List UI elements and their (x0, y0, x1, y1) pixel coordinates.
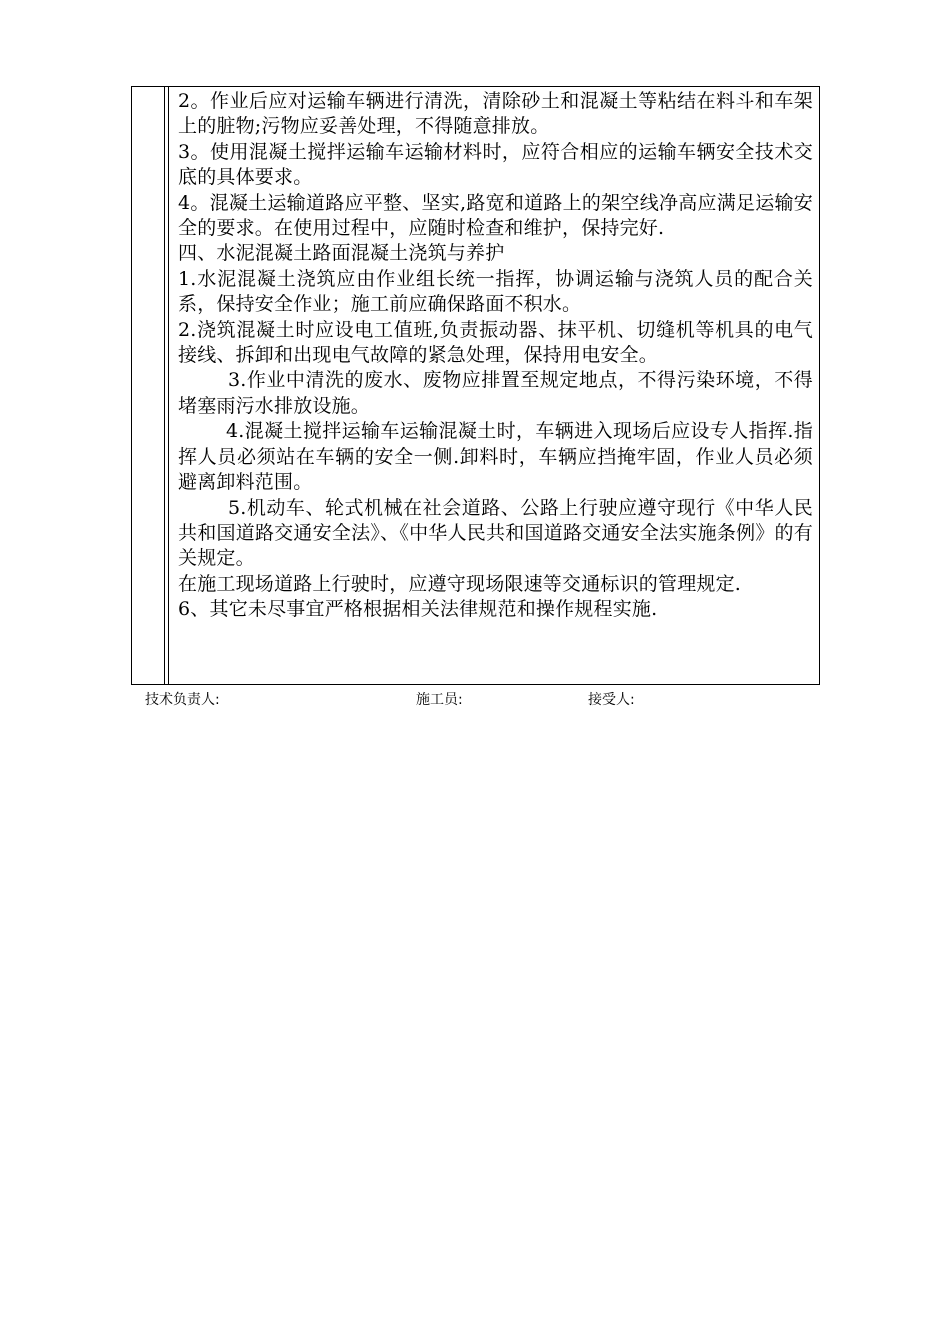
receiver-signature-label: 接受人: (588, 692, 635, 708)
disclosure-table (131, 86, 820, 685)
paragraph-pouring-command: 1.水泥混凝土浇筑应由作业组长统一指挥，协调运输与浇筑人员的配合关系，保持安全作业；施工前应确保路面不积水。 (178, 267, 813, 316)
paragraph-other-matters: 6、其它未尽事宜严格根据相关法律规范和操作规程实施. (178, 598, 658, 621)
signature-row (0, 690, 950, 712)
section-heading-pouring: 四、水泥混凝土路面混凝土浇筑与养护 (178, 242, 505, 265)
paragraph-mixer-truck-rules: 3。使用混凝土搅拌运输车运输材料时，应符合相应的运输车辆安全技术交底的具体要求。 (178, 140, 813, 189)
paragraph-truck-guidance: 4.混凝土搅拌运输车运输混凝土时，车辆进入现场后应设专人指挥.指挥人员必须站在车辆的安全一侧.卸料时，车辆应挡掩牢固，作业人员必须避离卸料范围。 (178, 420, 813, 494)
paragraph-transport-road: 4。混凝土运输道路应平整、坚实,路宽和道路上的架空线净高应满足运输安全的要求。在使用过程中，应随时检查和维护，保持完好. (178, 191, 813, 240)
paragraph-waste-water: 3.作业中清洗的废水、废物应排置至规定地点，不得污染环境，不得堵塞雨污水排放设施。 (178, 369, 813, 417)
paragraph-vehicle-cleaning: 2。作业后应对运输车辆进行清洗，清除砂土和混凝土等粘结在料斗和车架上的脏物;污物应妥善处理，不得随意排放。 (178, 90, 813, 138)
tech-lead-signature-label: 技术负责人: (145, 692, 220, 708)
label-column (132, 87, 165, 684)
worker-signature-label: 施工员: (416, 692, 463, 708)
paragraph-electrician-duty: 2.浇筑混凝土时应设电工值班,负责振动器、抹平机、切缝机等机具的电气接线、拆卸和出现电气故障的紧急处理，保持用电安全。 (178, 318, 813, 367)
content-cell (169, 87, 819, 684)
paragraph-site-speed-limit: 在施工现场道路上行驶时，应遵守现场限速等交通标识的管理规定. (178, 572, 742, 595)
paragraph-traffic-law: 5.机动车、轮式机械在社会道路、公路上行驶应遵守现行《中华人民共和国道路交通安全法》、《中华人民共和国道路交通安全法实施条例》的有关规定。 (178, 496, 813, 570)
